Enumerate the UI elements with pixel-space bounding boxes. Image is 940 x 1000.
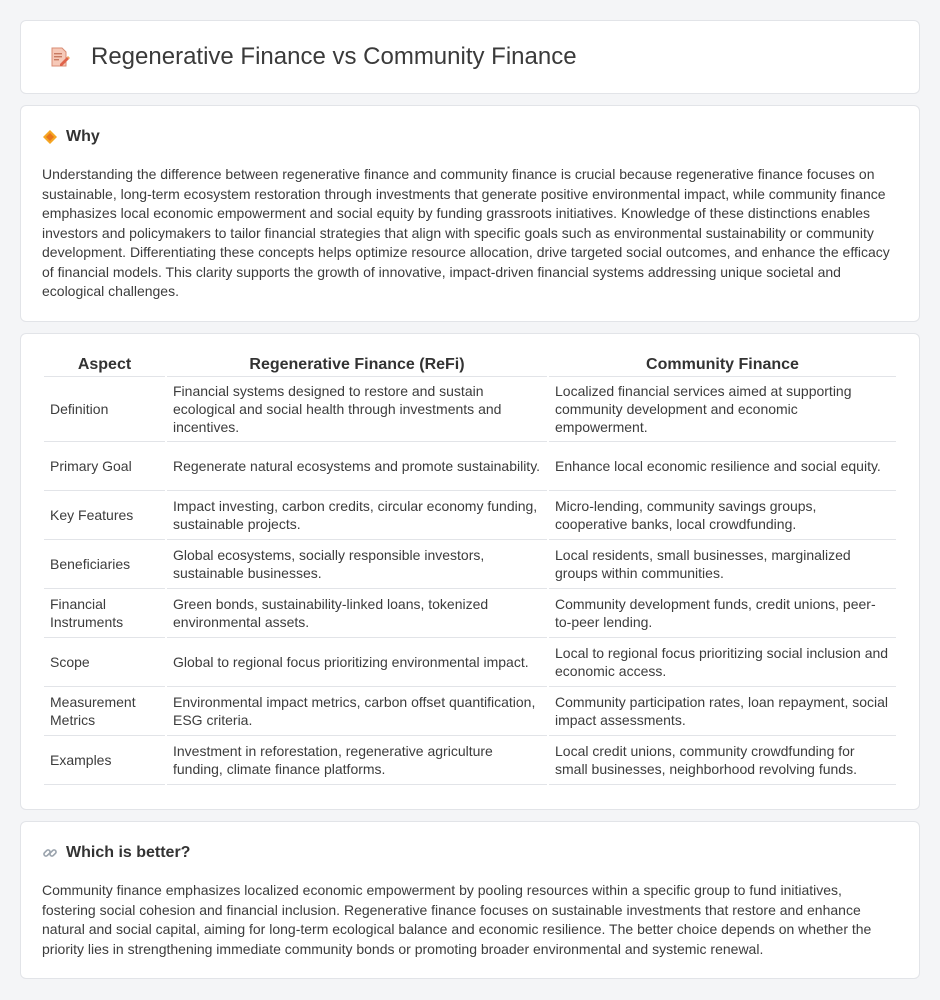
cell-refi: Environmental impact metrics, carbon offset quantification, ESG criteria. bbox=[167, 687, 547, 736]
cell-refi: Global to regional focus prioritizing environmental impact. bbox=[167, 638, 547, 687]
cell-refi: Global ecosystems, socially responsible investors, sustainable businesses. bbox=[167, 540, 547, 589]
cell-refi: Financial systems designed to restore and sustain ecological and social health through investments and incentives. bbox=[167, 377, 547, 442]
cell-community: Local credit unions, community crowdfunding for small businesses, neighborhood revolving funds. bbox=[549, 736, 896, 785]
table-row bbox=[44, 638, 896, 687]
table-row bbox=[44, 491, 896, 540]
why-section bbox=[20, 105, 920, 322]
cell-aspect: Primary Goal bbox=[44, 442, 165, 491]
better-text: Community finance emphasizes localized economic empowerment by pooling resources within a specific group to fund initiatives, fostering social cohesion and financial inclusion. Regenerative finance focuses on sustainable investments that restore and enhance natural and social capital, aiming for long-term ecological balance and economic resilience. The better choice depends on whether the priority lies in strengthening immediate community bonds or promoting broader environmental and systemic renewal. bbox=[42, 882, 872, 957]
comparison-table-card bbox=[20, 333, 920, 810]
table-row bbox=[44, 736, 896, 785]
cell-refi: Investment in reforestation, regenerative agriculture funding, climate finance platforms. bbox=[167, 736, 547, 785]
cell-refi: Impact investing, carbon credits, circular economy funding, sustainable projects. bbox=[167, 491, 547, 540]
cell-refi: Regenerate natural ecosystems and promote sustainability. bbox=[167, 442, 547, 491]
header-refi: Regenerative Finance (ReFi) bbox=[167, 352, 547, 377]
document-edit-icon bbox=[47, 45, 71, 69]
better-heading-row bbox=[42, 844, 898, 862]
why-heading-row bbox=[42, 128, 898, 146]
cell-aspect: Scope bbox=[44, 638, 165, 687]
cell-aspect: Key Features bbox=[44, 491, 165, 540]
why-text: Understanding the difference between regenerative finance and community finance is crucial because regenerative finance focuses on sustainable, long-term ecosystem restoration through investments that generate positive environmental impact, while community finance emphasizes local economic empowerment and social equity by funding grassroots initiatives. Knowledge of these distinctions enables investors and policymakers to tailor financial strategies that align with specific goals such as environmental sustainability or community development. Differentiating these concepts helps optimize resource allocation, drive targeted social outcomes, and enhance the efficacy of financial models. This clarity supports the growth of innovative, impact-driven financial systems addressing unique societal and ecological challenges. bbox=[42, 166, 890, 299]
cell-community: Enhance local economic resilience and social equity. bbox=[549, 442, 896, 491]
cell-aspect: Financial Instruments bbox=[44, 589, 165, 638]
cell-community: Community development funds, credit unions, peer-to-peer lending. bbox=[549, 589, 896, 638]
cell-community: Community participation rates, loan repayment, social impact assessments. bbox=[549, 687, 896, 736]
cell-community: Local to regional focus prioritizing social inclusion and economic access. bbox=[549, 638, 896, 687]
table-row bbox=[44, 442, 896, 491]
table-row bbox=[44, 377, 896, 442]
why-heading: Why bbox=[66, 128, 100, 145]
link-icon bbox=[42, 845, 58, 861]
table-header-row bbox=[44, 352, 896, 377]
cell-community: Micro-lending, community savings groups, cooperative banks, local crowdfunding. bbox=[549, 491, 896, 540]
title-card bbox=[20, 20, 920, 94]
table-row bbox=[44, 589, 896, 638]
cell-aspect: Measurement Metrics bbox=[44, 687, 165, 736]
header-aspect: Aspect bbox=[44, 352, 165, 377]
diamond-icon bbox=[42, 129, 58, 145]
table-row bbox=[44, 540, 896, 589]
cell-aspect: Examples bbox=[44, 736, 165, 785]
table-row bbox=[44, 687, 896, 736]
which-better-section bbox=[20, 821, 920, 979]
cell-refi: Green bonds, sustainability-linked loans, tokenized environmental assets. bbox=[167, 589, 547, 638]
better-heading: Which is better? bbox=[66, 844, 191, 861]
header-community: Community Finance bbox=[549, 352, 896, 377]
cell-aspect: Beneficiaries bbox=[44, 540, 165, 589]
cell-aspect: Definition bbox=[44, 377, 165, 442]
comparison-table bbox=[42, 352, 898, 785]
page-title: Regenerative Finance vs Community Finance bbox=[91, 43, 577, 70]
cell-community: Localized financial services aimed at supporting community development and economic empowerment. bbox=[549, 377, 896, 442]
cell-community: Local residents, small businesses, marginalized groups within communities. bbox=[549, 540, 896, 589]
